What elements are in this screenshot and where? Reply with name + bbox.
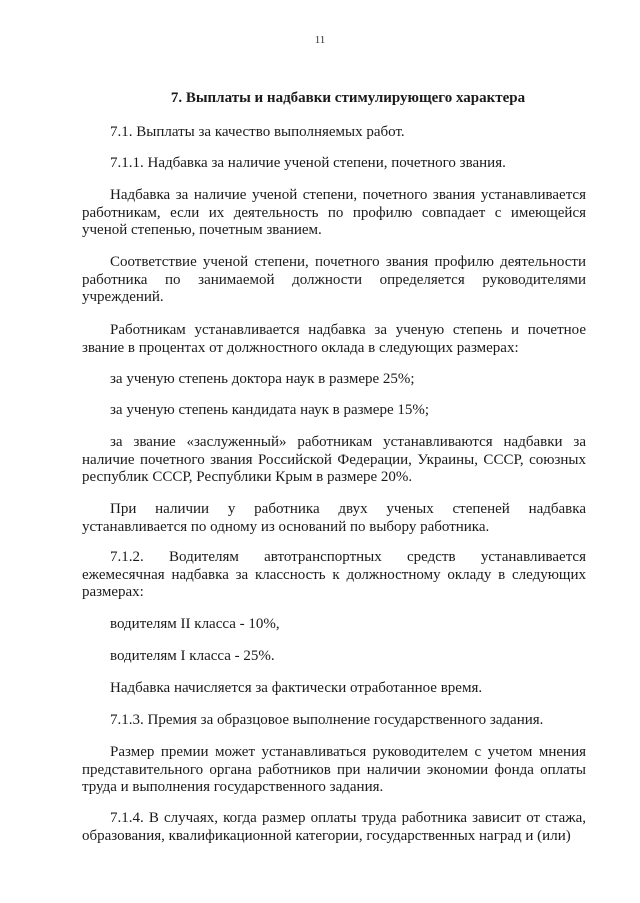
list-item-class-1: водителям I класса - 25%. [110, 648, 275, 664]
paragraph-7-1-4: 7.1.4. В случаях, когда размер оплаты труда работника зависит от стажа, образования, квалификационной категории, государственных наград и (или) [82, 810, 586, 844]
section-title: 7. Выплаты и надбавки стимулирующего характера [170, 90, 526, 106]
paragraph-degree-allowance: Надбавка за наличие ученой степени, почетного звания устанавливается работникам, если их деятельность по профилю совпадает с имеющейся ученой степенью, почетным званием. [82, 187, 586, 238]
paragraph-7-1-1: 7.1.1. Надбавка за наличие ученой степени, почетного звания. [110, 155, 506, 171]
paragraph-7-1: 7.1. Выплаты за качество выполняемых работ. [110, 124, 405, 140]
paragraph-7-1-3: 7.1.3. Премия за образцовое выполнение государственного задания. [110, 712, 544, 728]
list-item-candidate: за ученую степень кандидата наук в размере 15%; [110, 402, 430, 418]
paragraph-percent-sizes: Работникам устанавливается надбавка за ученую степень и почетное звание в процентах от должностного оклада в следующих размерах: [82, 322, 586, 356]
paragraph-two-degrees: При наличии у работника двух ученых степеней надбавка устанавливается по одному из оснований по выбору работника. [82, 501, 586, 535]
list-item-doctor: за ученую степень доктора наук в размере 25%; [110, 371, 415, 387]
list-item-class-2: водителям II класса - 10%, [110, 616, 280, 632]
paragraph-compliance: Соответствие ученой степени, почетного звания профилю деятельности работника по занимаемой должности определяется руководителями учреждений. [82, 254, 586, 305]
paragraph-honored-title: за звание «заслуженный» работникам устанавливаются надбавки за наличие почетного звания Российской Федерации, Украины, СССР, союзных республик СССР, Республики Крым в размере 20%. [82, 434, 586, 485]
paragraph-actual-time: Надбавка начисляется за фактически отработанное время. [110, 680, 483, 696]
page-number: 11 [314, 34, 326, 46]
paragraph-bonus-size: Размер премии может устанавливаться руководителем с учетом мнения представительного органа работников при наличии экономии фонда оплаты труда и выполнения государственного задания. [82, 744, 586, 795]
paragraph-7-1-2: 7.1.2. Водителям автотранспортных средств устанавливается ежемесячная надбавка за классность к должностному окладу в следующих размерах: [82, 549, 586, 600]
